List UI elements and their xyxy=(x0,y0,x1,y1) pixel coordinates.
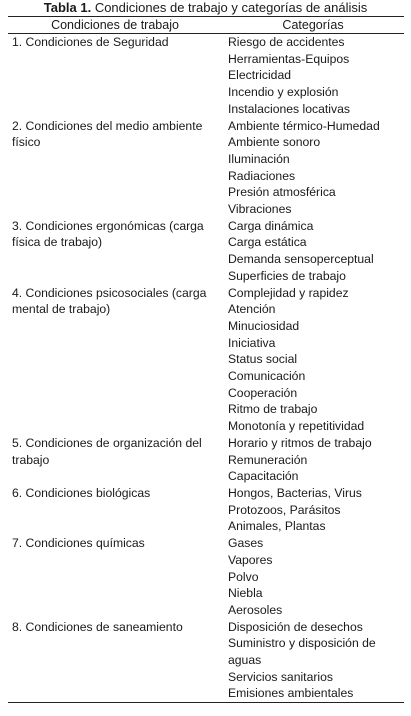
caption-title: Condiciones de trabajo y categorías de análisis xyxy=(94,0,368,15)
condition-cell: 5. Condiciones de organización del trabajo xyxy=(12,435,202,467)
category-item: Demanda sensoperceptual xyxy=(228,252,374,267)
category-item: Ritmo de trabajo xyxy=(228,402,318,417)
category-item: Cooperación xyxy=(228,385,298,400)
category-item: Carga dinámica xyxy=(228,218,314,233)
category-item: Atención xyxy=(228,302,276,317)
category-item: Electricidad xyxy=(228,68,291,83)
category-item: Polvo xyxy=(228,569,259,584)
category-item: Herramientas-Equipos xyxy=(228,51,350,66)
category-item: Vibraciones xyxy=(228,202,292,217)
condition-cell: 4. Condiciones psicosociales (carga mental de trabajo) xyxy=(12,285,207,317)
table-caption xyxy=(0,0,411,16)
category-item: Emisiones ambientales xyxy=(228,686,354,701)
condition-cell: 8. Condiciones de saneamiento xyxy=(12,619,183,634)
category-item: Ambiente sonoro xyxy=(228,135,321,150)
category-item: Monotonía y repetitividad xyxy=(228,419,365,434)
categories-cell xyxy=(222,485,404,535)
header-categories: Categorías xyxy=(282,18,344,32)
table-header-row xyxy=(8,17,404,34)
category-item: Minuciosidad xyxy=(228,318,300,333)
category-item: Aerosoles xyxy=(228,602,283,617)
condition-cell: 6. Condiciones biológicas xyxy=(12,485,151,500)
condition-cell: 7. Condiciones químicas xyxy=(12,536,145,551)
category-item: Gases xyxy=(228,536,264,551)
category-item: Carga estática xyxy=(228,235,307,250)
category-item: Iluminación xyxy=(228,151,290,166)
table-row xyxy=(8,118,404,218)
category-item: Animales, Plantas xyxy=(228,519,326,534)
category-item: Instalaciones locativas xyxy=(228,101,350,116)
category-item: Presión atmosférica xyxy=(228,185,336,200)
categories-cell xyxy=(222,218,404,285)
table-row xyxy=(8,485,404,535)
table-row xyxy=(8,218,404,285)
category-item: Status social xyxy=(228,352,298,367)
category-item: Ambiente térmico-Humedad xyxy=(228,118,380,133)
category-item: Niebla xyxy=(228,586,263,601)
categories-cell xyxy=(222,435,404,485)
categories-cell xyxy=(222,619,404,703)
categories-cell xyxy=(222,285,404,435)
table-row xyxy=(8,619,404,703)
category-item: Remuneración xyxy=(228,452,308,467)
category-item: Disposición de desechos xyxy=(228,619,363,634)
condition-cell: 1. Condiciones de Seguridad xyxy=(12,35,169,49)
category-item: Comunicación xyxy=(228,369,306,384)
category-item: Incendio y explosión xyxy=(228,85,339,100)
condition-cell: 3. Condiciones ergonómicas (carga física de trabajo) xyxy=(12,218,204,250)
categories-cell xyxy=(222,118,404,218)
category-item: Suministro y disposición de aguas xyxy=(228,636,376,668)
conditions-table xyxy=(8,16,404,703)
category-item: Radiaciones xyxy=(228,168,296,183)
category-item: Vapores xyxy=(228,552,273,567)
table-row xyxy=(8,285,404,435)
table-row xyxy=(8,34,404,118)
category-item: Hongos, Bacterias, Virus xyxy=(228,485,362,500)
table-row xyxy=(8,435,404,485)
categories-cell xyxy=(222,535,404,619)
category-item: Superficies de trabajo xyxy=(228,268,346,283)
category-item: Complejidad y rapidez xyxy=(228,285,349,300)
table-row xyxy=(8,535,404,619)
caption-label: Tabla 1. xyxy=(43,0,92,15)
table-body xyxy=(8,34,404,703)
category-item: Iniciativa xyxy=(228,335,276,350)
category-item: Servicios sanitarios xyxy=(228,669,333,684)
category-item: Capacitación xyxy=(228,469,299,484)
category-item: Horario y ritmos de trabajo xyxy=(228,435,372,450)
header-conditions: Condiciones de trabajo xyxy=(51,18,179,32)
category-item: Riesgo de accidentes xyxy=(228,35,345,49)
categories-cell xyxy=(222,34,404,118)
condition-cell: 2. Condiciones del medio ambiente físico xyxy=(12,118,203,150)
category-item: Protozoos, Parásitos xyxy=(228,502,341,517)
